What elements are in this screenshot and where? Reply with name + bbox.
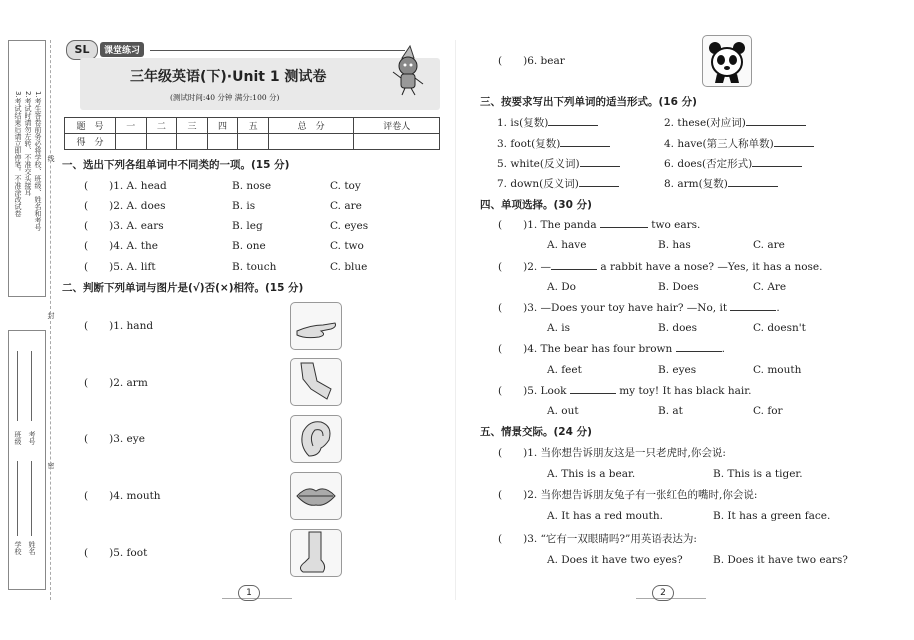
seal-word-seal: 封 — [47, 312, 55, 319]
bear-picture — [702, 35, 752, 87]
form-item[interactable] — [664, 158, 802, 171]
hand-picture — [290, 302, 342, 350]
section2-heading: 二、判断下列单词与图片是(√)否(×)相符。(15 分) — [62, 282, 304, 294]
question-item[interactable]: ( )3. eye — [84, 433, 145, 445]
field-number: 考号 — [28, 431, 36, 445]
note-3: 3.考试结束后请立即停笔。不准涂改试卷 — [14, 91, 22, 217]
option-b[interactable]: B. does — [658, 322, 698, 334]
hand-icon — [291, 303, 341, 349]
question-text: a rabbit have a nose? —Yes, it has a nose. — [600, 261, 823, 273]
score-cell: 三 — [177, 118, 208, 134]
option-c: C. toy — [330, 180, 361, 192]
score-input[interactable] — [268, 134, 354, 150]
score-table — [64, 117, 440, 150]
arm-icon — [291, 359, 341, 405]
question-text: ( )4. The bear has four brown — [498, 343, 673, 355]
option-c[interactable]: C. doesn't — [753, 322, 806, 334]
answer-blank[interactable] — [560, 146, 610, 147]
option-b: B. touch — [232, 261, 277, 273]
answer-blank[interactable] — [600, 227, 648, 228]
option-b[interactable]: B. has — [658, 239, 691, 251]
option-a[interactable]: A. is — [547, 322, 571, 334]
answer-blank[interactable] — [580, 166, 620, 167]
score-input[interactable] — [238, 134, 269, 150]
question-text: ( )5. Look — [498, 385, 567, 397]
item-text: 4. have(第三人称单数) — [664, 138, 774, 150]
option-a[interactable]: A. This is a bear. — [547, 468, 636, 480]
score-cell: 一 — [116, 118, 147, 134]
exam-notes-box — [8, 40, 46, 297]
mascot-icon — [388, 44, 428, 96]
option-a[interactable]: A. feet — [547, 364, 582, 376]
question-item[interactable] — [498, 219, 700, 232]
score-cell: 二 — [146, 118, 177, 134]
form-item[interactable] — [664, 117, 806, 130]
option-b: B. one — [232, 240, 266, 252]
ear-picture — [290, 415, 342, 463]
answer-blank[interactable] — [570, 393, 616, 394]
page-number: 1 — [238, 585, 260, 601]
question-text: . — [721, 343, 725, 355]
score-cell: 题 号 — [65, 118, 116, 134]
score-input[interactable] — [207, 134, 238, 150]
note-1: 1.考生答卷前务必将学校、班级、姓名和考号 — [34, 91, 42, 231]
form-item[interactable] — [497, 178, 619, 191]
score-cell: 四 — [207, 118, 238, 134]
mouth-picture — [290, 472, 342, 520]
binding-line — [50, 40, 51, 600]
answer-blank[interactable] — [548, 125, 598, 126]
item-text: 2. these(对应词) — [664, 117, 746, 129]
option-c[interactable]: C. are — [753, 239, 785, 251]
series-tag: 课堂练习 — [100, 42, 144, 57]
option-c: C. eyes — [330, 220, 369, 232]
option-b[interactable]: B. Does it have two ears? — [713, 554, 848, 566]
question-item[interactable]: ( )1. 当你想告诉朋友这是一只老虎时,你会说: — [498, 447, 726, 459]
foot-picture — [290, 529, 342, 577]
answer-blank[interactable] — [774, 146, 814, 147]
option-a[interactable]: A. have — [547, 239, 587, 251]
seal-word-secret: 密 — [47, 462, 55, 469]
item-text: 3. foot(复数) — [497, 138, 561, 150]
score-input[interactable] — [116, 134, 147, 150]
item-text: 7. down(反义词) — [497, 178, 579, 190]
page-number: 2 — [652, 585, 674, 601]
student-info-box — [8, 330, 46, 590]
question-item[interactable]: ( )3. A. ears — [84, 220, 164, 232]
header-rule — [150, 50, 405, 51]
question-item[interactable] — [498, 261, 822, 274]
answer-blank[interactable] — [746, 125, 806, 126]
question-item[interactable]: ( )1. A. head — [84, 180, 167, 192]
question-item[interactable]: ( )2. arm — [84, 377, 148, 389]
test-info: (测试时间:40 分钟 满分:100 分) — [170, 93, 280, 102]
option-b[interactable]: B. at — [658, 405, 683, 417]
question-item[interactable]: ( )4. mouth — [84, 490, 161, 502]
question-item[interactable]: ( )2. A. does — [84, 200, 166, 212]
arm-picture — [290, 358, 342, 406]
score-label: 得 分 — [65, 134, 116, 150]
form-item[interactable] — [664, 138, 814, 151]
section3-heading: 三、按要求写出下列单词的适当形式。(16 分) — [480, 96, 697, 108]
option-b: B. leg — [232, 220, 263, 232]
question-item[interactable]: ( )2. 当你想告诉朋友兔子有一张红色的嘴时,你会说: — [498, 489, 758, 501]
item-text: 5. white(反义词) — [497, 158, 580, 170]
option-a[interactable]: A. It has a red mouth. — [547, 510, 663, 522]
ear-icon — [291, 416, 341, 462]
question-text: my toy! It has black hair. — [619, 385, 752, 397]
option-b[interactable]: B. eyes — [658, 364, 697, 376]
question-item[interactable] — [498, 385, 751, 398]
field-name: 姓名 — [28, 541, 36, 555]
score-input[interactable] — [177, 134, 208, 150]
section4-heading: 四、单项选择。(30 分) — [480, 199, 592, 211]
seal-word-line: 线 — [47, 155, 55, 162]
question-item[interactable]: ( )6. bear — [498, 55, 565, 67]
page-title: 三年级英语(下)·Unit 1 测试卷 — [130, 69, 327, 85]
foot-icon — [291, 530, 341, 576]
question-item[interactable]: ( )5. A. lift — [84, 261, 156, 273]
question-item[interactable]: ( )3. “它有一双眼睛吗?”用英语表达为: — [498, 533, 697, 545]
option-b: B. nose — [232, 180, 272, 192]
option-c: C. two — [330, 240, 364, 252]
field-line[interactable] — [31, 351, 32, 421]
option-c[interactable]: C. Are — [753, 281, 787, 293]
note-2: 2.考试时请勿左转、不准交头接耳 — [24, 91, 32, 196]
question-text: ( )1. The panda — [498, 219, 597, 231]
score-cell: 五 — [238, 118, 269, 134]
field-line[interactable] — [17, 351, 18, 421]
option-c: C. are — [330, 200, 362, 212]
question-item[interactable] — [498, 343, 725, 356]
form-item[interactable] — [497, 138, 610, 151]
form-item[interactable] — [497, 158, 620, 171]
page-divider — [455, 40, 456, 600]
answer-blank[interactable] — [730, 310, 776, 311]
option-c: C. blue — [330, 261, 368, 273]
option-c[interactable]: C. mouth — [753, 364, 802, 376]
score-header-row — [65, 118, 440, 134]
option-a[interactable]: A. Does it have two eyes? — [547, 554, 683, 566]
answer-blank[interactable] — [728, 186, 778, 187]
score-input[interactable] — [146, 134, 177, 150]
answer-blank[interactable] — [579, 186, 619, 187]
mouth-icon — [291, 473, 341, 519]
question-text: ( )2. — — [498, 261, 552, 273]
field-line[interactable] — [31, 461, 32, 536]
form-item[interactable] — [664, 178, 778, 191]
option-b[interactable]: B. It has a green face. — [713, 510, 831, 522]
option-a[interactable]: A. Do — [547, 281, 576, 293]
option-b: B. is — [232, 200, 256, 212]
question-item[interactable]: ( )5. foot — [84, 547, 148, 559]
question-text: ( )3. —Does your toy have hair? —No, it — [498, 302, 728, 314]
section5-heading: 五、情景交际。(24 分) — [480, 426, 592, 438]
form-item[interactable] — [497, 117, 598, 130]
option-c[interactable]: C. for — [753, 405, 783, 417]
question-item[interactable]: ( )4. A. the — [84, 240, 159, 252]
option-b[interactable]: B. This is a tiger. — [713, 468, 803, 480]
question-item[interactable]: ( )1. hand — [84, 320, 154, 332]
question-text: two ears. — [651, 219, 701, 231]
field-line[interactable] — [17, 461, 18, 536]
score-value-row — [65, 134, 440, 150]
answer-blank[interactable] — [551, 269, 597, 270]
field-class: 班级 — [14, 431, 22, 445]
score-cell: 总 分 — [268, 118, 354, 134]
score-cell: 评卷人 — [354, 118, 440, 134]
answer-blank[interactable] — [752, 166, 802, 167]
item-text: 6. does(否定形式) — [664, 158, 753, 170]
item-text: 1. is(复数) — [497, 117, 549, 129]
brand-logo: SL — [66, 40, 98, 60]
field-school: 学校 — [14, 541, 22, 555]
section1-heading: 一、选出下列各组单词中不同类的一项。(15 分) — [62, 159, 290, 171]
option-a[interactable]: A. out — [547, 405, 579, 417]
score-input[interactable] — [354, 134, 440, 150]
item-text: 8. arm(复数) — [664, 178, 728, 190]
answer-blank[interactable] — [676, 351, 722, 352]
question-item[interactable] — [498, 302, 780, 315]
option-b[interactable]: B. Does — [658, 281, 699, 293]
panda-icon — [703, 36, 751, 86]
question-text: . — [776, 302, 780, 314]
